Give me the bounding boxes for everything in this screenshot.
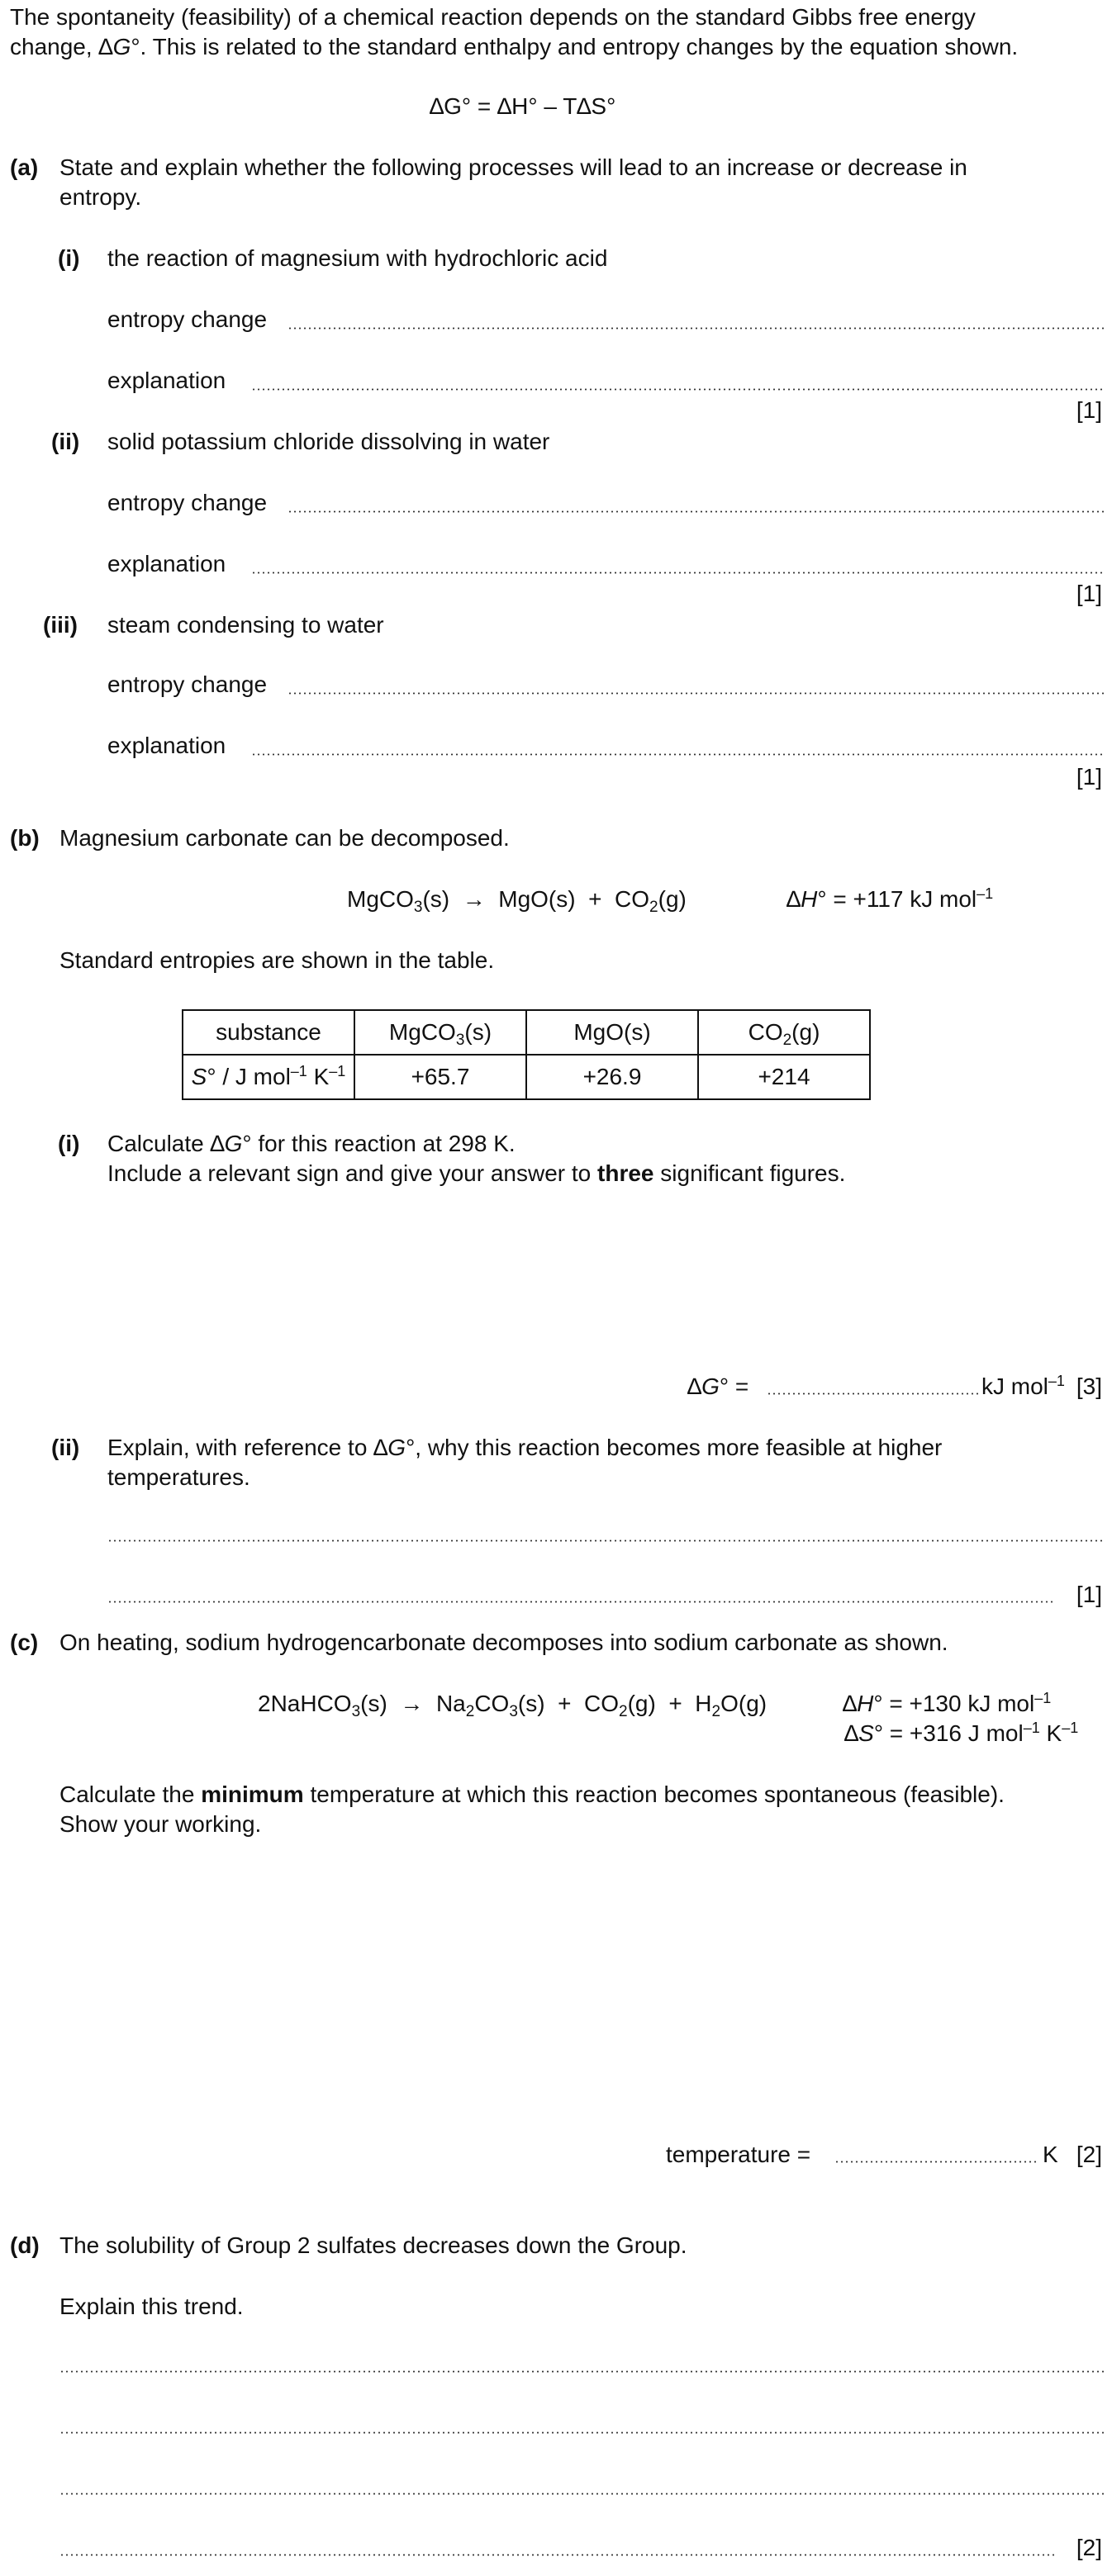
answer-line[interactable] xyxy=(107,1539,1104,1542)
part-c-question-2: Show your working. xyxy=(59,1811,262,1837)
part-c-question-1: Calculate the minimum temperature at which this reaction becomes spontaneous (feasible). xyxy=(59,1781,1005,1807)
subpart-label: (ii) xyxy=(51,429,80,454)
mark-allocation: [3] xyxy=(1076,1373,1102,1399)
answer-unit: kJ mol$^{-1}$ xyxy=(981,1373,1065,1399)
answer-line[interactable] xyxy=(288,692,1104,695)
temperature-answer: temperature = xyxy=(666,2142,811,2167)
magnesium-carbonate-equation: MgCO$_3$(s) → $MgO(s) + CO_2(g)$ xyxy=(347,886,687,916)
intro-line-1: The spontaneity (feasibility) of a chemical reaction depends on the standard Gibbs free energy xyxy=(10,4,976,30)
table-cell: +26.9 xyxy=(526,1055,698,1099)
part-d-intro: The solubility of Group 2 sulfates decreases down the Group. xyxy=(59,2232,687,2258)
delta-g-answer: ∆G° = xyxy=(687,1373,749,1399)
entropy-value: ∆S° = +316 J mol$^{-1}$ $K^{-1}$ xyxy=(844,1720,1079,1746)
part-a-question-2: entropy. xyxy=(59,184,142,210)
enthalpy-value: ∆H° = +117 kJ mol$^{-1}$ xyxy=(786,885,994,912)
part-a-question-1: State and explain whether the following processes will lead to an increase or decrease in xyxy=(59,154,967,180)
answer-line[interactable] xyxy=(251,572,1104,574)
b-i-line-2: Include a relevant sign and give your answer to three significant figures. xyxy=(107,1160,846,1186)
table-cell: +214 xyxy=(698,1055,870,1099)
mark-allocation: [2] xyxy=(1076,2535,1102,2560)
part-b-label: (b) xyxy=(10,825,40,851)
subpart-text: steam condensing to water xyxy=(107,612,384,638)
answer-line[interactable] xyxy=(288,510,1104,513)
answer-line[interactable] xyxy=(59,2493,1104,2495)
part-c-intro: On heating, sodium hydrogencarbonate decomposes into sodium carbonate as shown. xyxy=(59,1630,948,1655)
answer-line[interactable] xyxy=(767,1392,978,1395)
mark-allocation: [1] xyxy=(1076,1582,1102,1607)
answer-line[interactable] xyxy=(59,2554,1054,2556)
answer-line[interactable] xyxy=(251,388,1104,391)
sodium-hydrogencarbonate-equation: 2NaHCO$_3$(s) → $Na_2CO_3(s) + CO_2(g) + H_2O(g)$ xyxy=(258,1691,767,1720)
table-row xyxy=(183,1055,870,1099)
explanation-label: explanation xyxy=(107,733,226,758)
answer-unit: K xyxy=(1043,2142,1058,2167)
subpart-label: (i) xyxy=(58,245,80,271)
mark-allocation: [2] xyxy=(1076,2142,1102,2167)
table-cell: +65.7 xyxy=(354,1055,526,1099)
part-d-label: (d) xyxy=(10,2232,40,2258)
table-header-cell: $CO_2(g)$ xyxy=(698,1010,870,1055)
answer-line[interactable] xyxy=(107,1601,1054,1603)
mark-allocation: [1] xyxy=(1076,397,1102,423)
subpart-label: (i) xyxy=(58,1131,80,1156)
table-row-label: S° / J mol$^{-1}$ $K^{-1}$ xyxy=(183,1055,354,1099)
explanation-label: explanation xyxy=(107,368,226,393)
part-a-label: (a) xyxy=(10,154,39,180)
mark-allocation: [1] xyxy=(1076,764,1102,790)
entropy-table xyxy=(182,1009,871,1100)
entropy-change-label: entropy change xyxy=(107,490,268,515)
part-b-intro: Magnesium carbonate can be decomposed. xyxy=(59,825,510,851)
b-ii-line-2: temperatures. xyxy=(107,1464,250,1490)
answer-line[interactable] xyxy=(59,2431,1104,2434)
subpart-text: the reaction of magnesium with hydrochloric acid xyxy=(107,245,608,271)
answer-line[interactable] xyxy=(288,327,1104,330)
intro-line-2: change, ∆G°. This is related to the standard enthalpy and entropy changes by the equation shown. xyxy=(10,34,1019,59)
answer-line[interactable] xyxy=(59,2370,1104,2373)
table-header-cell: substance xyxy=(183,1010,354,1055)
b-i-line-1: Calculate ∆G° for this reaction at 298 K. xyxy=(107,1131,516,1156)
table-header-row xyxy=(183,1010,870,1055)
explanation-label: explanation xyxy=(107,551,226,576)
b-ii-line-1: Explain, with reference to ∆G°, why this reaction becomes more feasible at higher xyxy=(107,1435,943,1460)
gibbs-equation: ∆G° = ∆H° – T∆S° xyxy=(430,93,616,119)
table-header-cell: MgCO$_3$(s) xyxy=(354,1010,526,1055)
answer-line[interactable] xyxy=(834,2161,1038,2163)
answer-line[interactable] xyxy=(251,753,1104,756)
subpart-label: (ii) xyxy=(51,1435,80,1460)
entropy-change-label: entropy change xyxy=(107,671,268,697)
table-intro: Standard entropies are shown in the table. xyxy=(59,947,495,973)
part-d-question: Explain this trend. xyxy=(59,2294,244,2319)
mark-allocation: [1] xyxy=(1076,581,1102,606)
enthalpy-value: ∆H° = +130 kJ mol$^{-1}$ xyxy=(843,1690,1052,1716)
part-c-label: (c) xyxy=(10,1630,39,1655)
subpart-label: (iii) xyxy=(43,612,78,638)
table-header-cell: MgO(s) xyxy=(526,1010,698,1055)
entropy-change-label: entropy change xyxy=(107,306,268,332)
subpart-text: solid potassium chloride dissolving in water xyxy=(107,429,550,454)
